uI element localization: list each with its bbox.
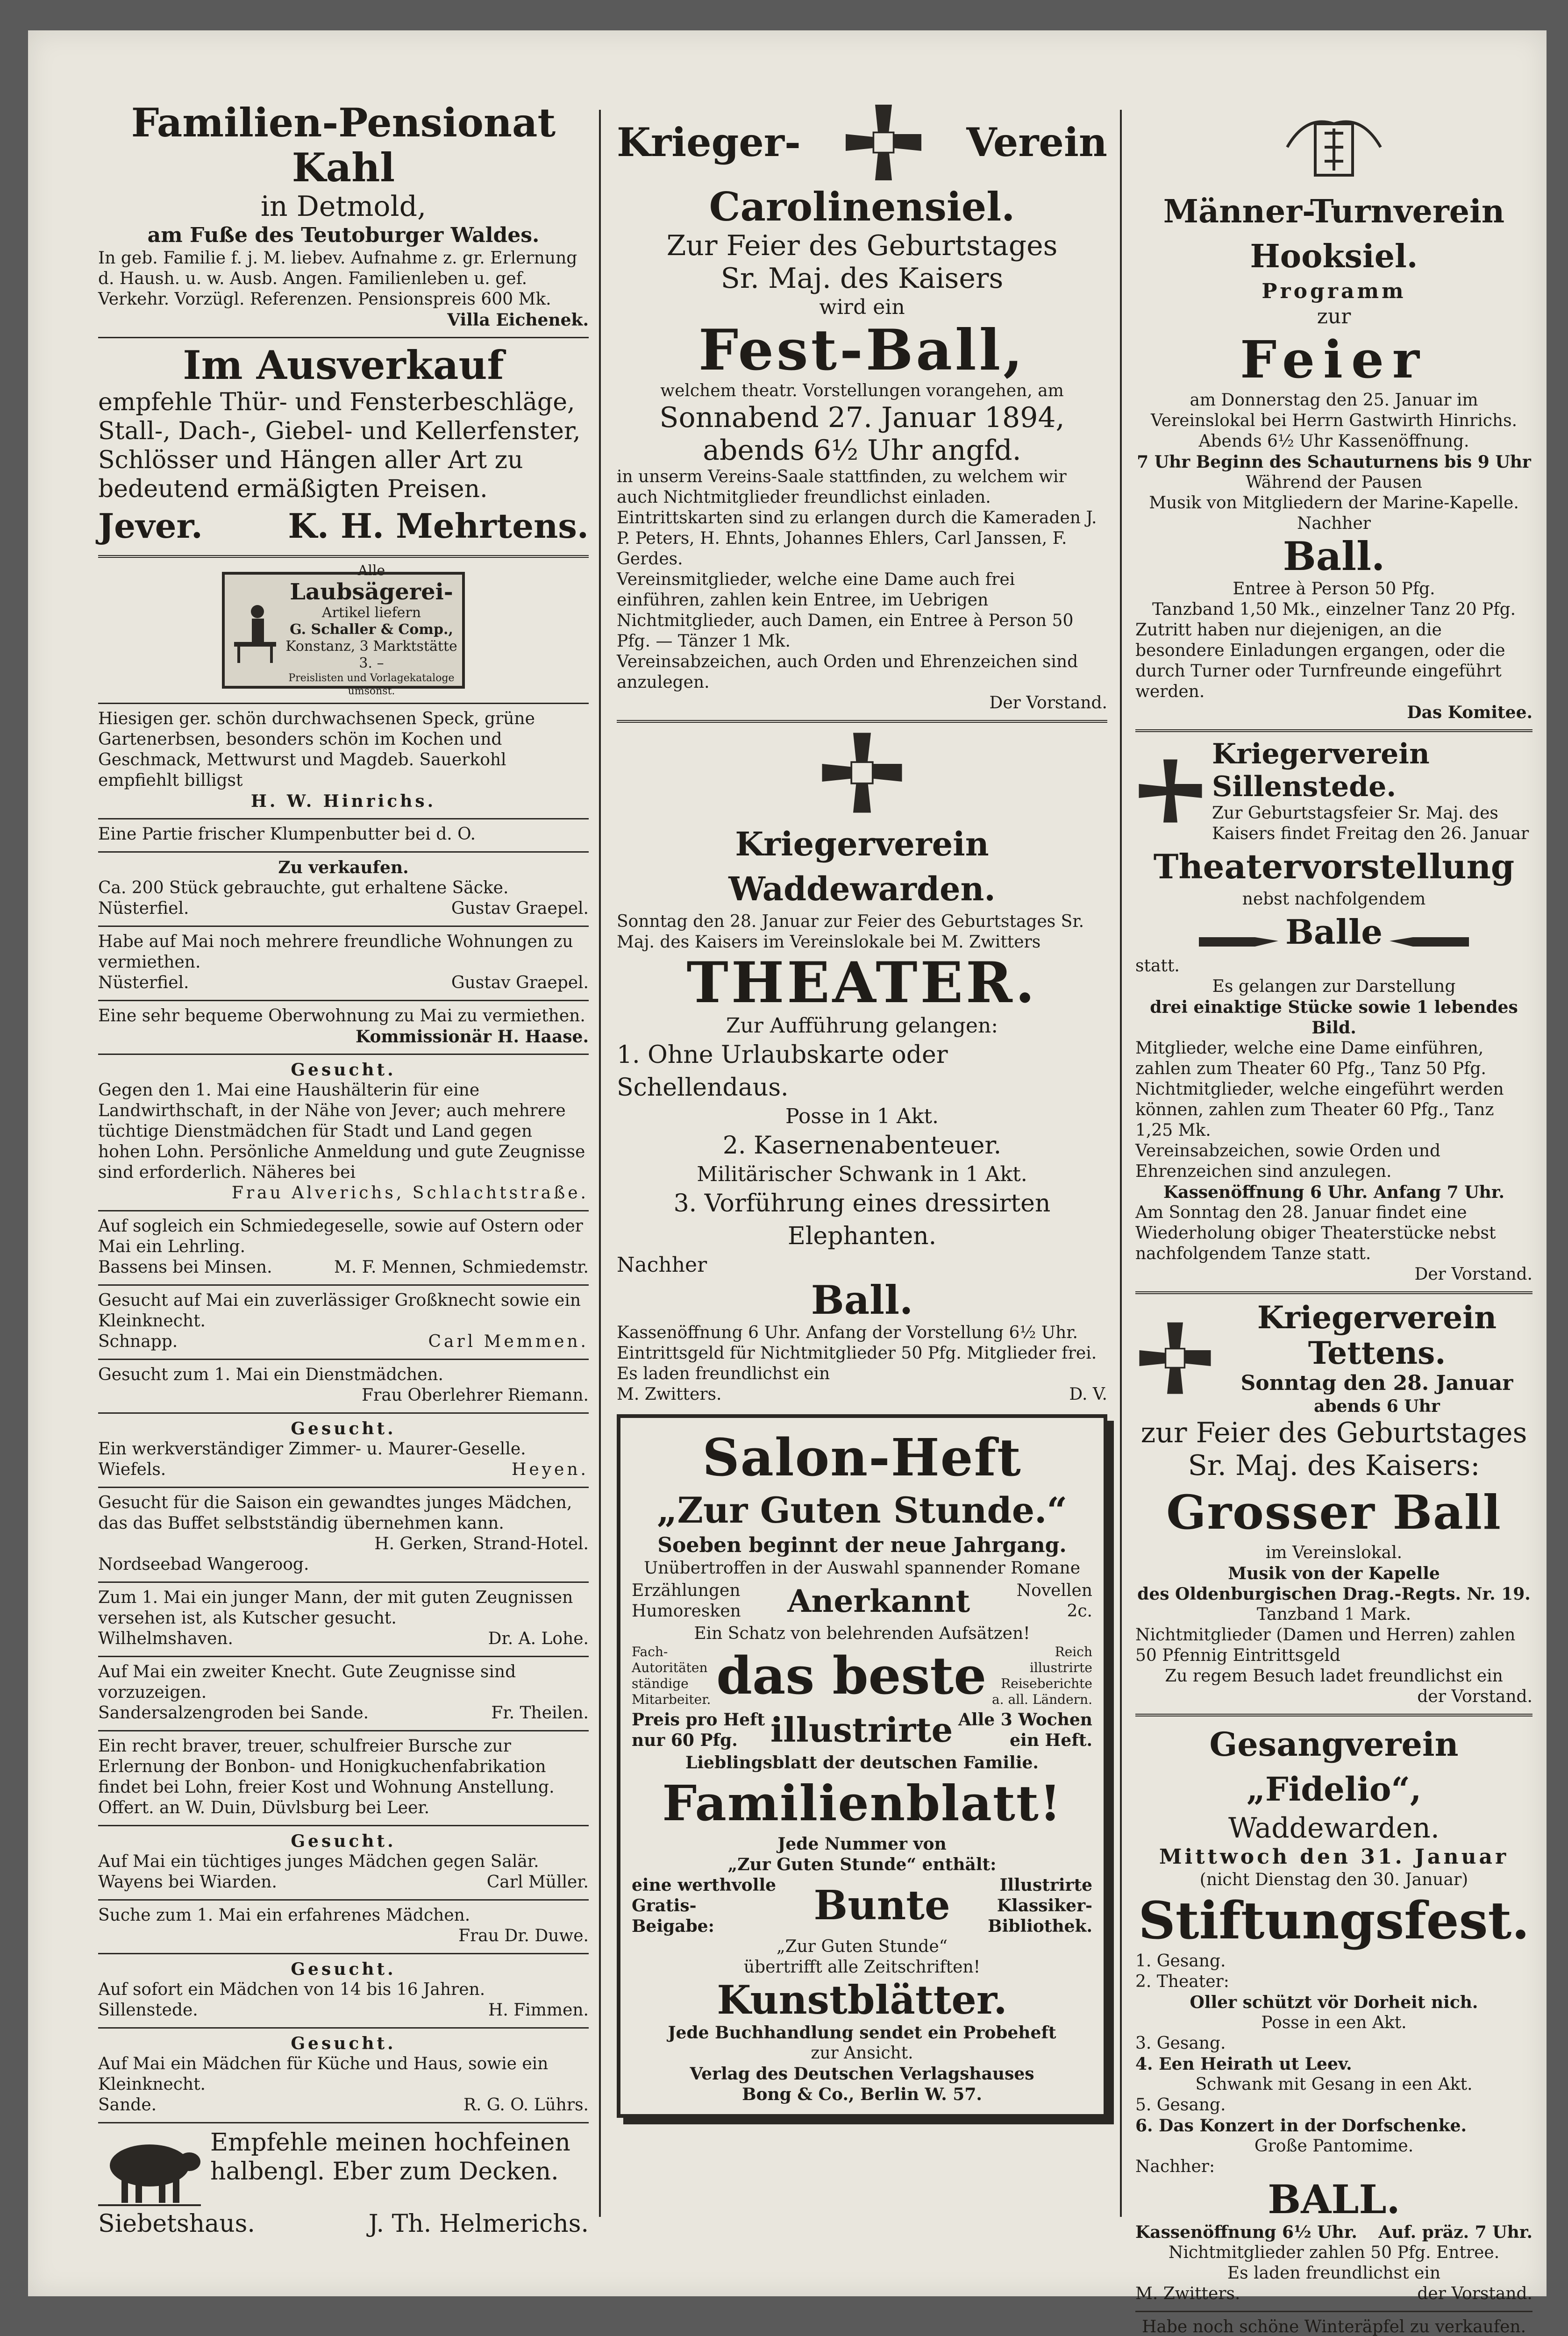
column-rule <box>599 110 601 2217</box>
ad-kriegerverein-carolinensiel: Krieger- Verein Carolinensiel. Zur Feier des Geburtstages Sr. Maj. des Kaisers wird ein Fest-Ball, welchem theatr. Vorstellungen vorangehen, am Sonnabend 27. Januar 1894, abends 6½ Uhr angfd. in unserm Vereins-Saale stattfinden, zu welchem wir auch Nichtmitglieder freundlichst einladen. Eintrittskarten sind zu erlangen durch die Kameraden J. P. Peters, H. Ehnts, Johannes Ehlers, Carl Janssen, F. Gerdes. Vereinsmitglieder, welche eine Dame auch frei einführen, zahlen kein Entree, im Uebrigen Nichtmitglieder, auch Damen, ein Entree à Person 50 Pfg. — Tänzer 1 Mk. Vereinsabzeichen, auch Orden und Ehrenzeichen sind anzulegen. Der Vorstand. <box>617 100 1107 713</box>
ad-laubsaegerei: Alle Laubsägerei- Artikel liefern G. Schaller & Comp., Konstanz, 3 Marktstätte 3. – Preislisten und Vorlagekataloge umsonst. <box>222 572 465 689</box>
ad-title: Familien-Pensionat Kahl <box>98 100 589 190</box>
turner-emblem-icon <box>1278 105 1390 185</box>
ad-pensionat-kahl: Familien-Pensionat Kahl in Detmold, am Fuße des Teutoburger Waldes. In geb. Familie f. j. M. liebev. Aufnahme z. gr. Erlernung d. Haush. u. w. Ausb. Angen. Familienleben u. gef. Verkehr. Vorzügl. Referenzen. Pensionspreis 600 Mk. Villa Eichenek. <box>98 100 589 330</box>
ad-speck: Hiesigen ger. schön durchwachsenen Speck, grüne Gartenerbsen, besonders schön im Kochen und Geschmack, Mettwurst und Magdeb. Sauerkohl empfiehlt billigst H. W. Hinrichs. <box>98 709 589 812</box>
pointing-hand-icon <box>1385 928 1469 956</box>
pointing-hand-icon <box>1199 928 1283 956</box>
iron-cross-icon <box>1135 756 1205 826</box>
ad-grossknecht: Gesucht auf Mai ein zuverlässiger Großknecht sowie ein Kleinknecht. Schnapp. Carl Memmen. <box>98 1290 589 1352</box>
ad-eber: Empfehle meinen hochfeinen halbengl. Eber zum Decken. Siebetshaus. J. Th. Helmerichs. <box>98 2128 589 2240</box>
column-rule <box>1120 110 1122 2217</box>
ad-knecht: Auf Mai ein zweiter Knecht. Gute Zeugnisse sind vorzuzeigen. Sandersalzengroden bei Sande. Fr. Theilen. <box>98 1662 589 1724</box>
ad-kutscher: Zum 1. Mai ein junger Mann, der mit guten Zeugnissen versehen ist, als Kutscher gesucht. Wilhelmshaven. Dr. A. Lohe. <box>98 1588 589 1649</box>
column-left <box>98 100 589 2236</box>
newspaper-page <box>28 30 1547 2296</box>
ad-winteraepfel: Habe noch schöne Winteräpfel zu verkaufen. <box>1135 2317 1532 2336</box>
ad-gesucht-kueche: Gesucht. Auf Mai ein Mädchen für Küche und Haus, sowie ein Kleinknecht. Sande. R. G. O. Lührs. <box>98 2033 589 2115</box>
ad-erfahrenes-maedchen: Suche zum 1. Mai ein erfahrenes Mädchen. Frau Dr. Duwe. <box>98 1905 589 1946</box>
ad-salon-heft: Salon-Heft „Zur Guten Stunde.“ Soeben beginnt der neue Jahrgang. Unübertroffen in der Auswahl spannender Romane Erzählungen Humoresken Anerkannt Novellen 2c. Ein Schatz von belehrenden Aufsätzen! Fach- Autoritäten ständige Mitarbeiter. das beste Reich illustrirte Reiseberichte a. all. Ländern. Preis pro Heft nur 60 Pfg. illustrirte Alle 3 Wochen ein Heft. Lieblingsblatt der deutschen Familie. Familienblatt! Jede Nummer von „Zur Guten Stunde“ enthält: eine werthvolle Gratis- Beigabe: Bunte Illustrirte Klassiker- Bibliothek. „Zur Guten Stunde“ übertrifft alle Zeitschriften! Kunstblätter. Jede Buchhandlung sendet ein Probeheft zur Ansicht. Verlag des Deutschen Verlagshauses Bong & Co., Berlin W. 57. <box>617 1414 1107 2118</box>
ad-maenner-turnverein: Männer-Turnverein Hooksiel. Programm zur Feier am Donnerstag den 25. Januar im Vereinslokal bei Herrn Gastwirth Hinrichs. Abends 6½ Uhr Kassenöffnung. 7 Uhr Beginn des Schauturnens bis 9 Uhr Während der Pausen Musik von Mitgliedern der Marine-Kapelle. Nachher Ball. Entree à Person 50 Pfg. Tanzband 1,50 Mk., einzelner Tanz 20 Pfg. Zutritt haben nur diejenigen, an die besondere Einladungen ergangen, oder die durch Turner oder Turnfreunde eingeführt werden. Das Komitee. <box>1135 105 1532 723</box>
ad-verkaufen: Zu verkaufen. Ca. 200 Stück gebrauchte, gut erhaltene Säcke. Nüsterfiel. Gustav Graepel. <box>98 857 589 919</box>
iron-cross-icon <box>818 728 906 817</box>
ad-gesucht-geselle: Gesucht. Ein werkverständiger Zimmer- u. Maurer-Geselle. Wiefels. Heyen. <box>98 1418 589 1480</box>
saw-worker-icon <box>229 595 285 665</box>
column-right <box>1135 100 1532 2236</box>
ad-dienstmaedchen: Gesucht zum 1. Mai ein Dienstmädchen. Frau Oberlehrer Riemann. <box>98 1365 589 1406</box>
ad-kriegerverein-sillenstede: Kriegerverein Sillenstede. Zur Geburtstagsfeier Sr. Maj. des Kaisers findet Freitag den 26. Januar Theatervorstellung nebst nachfolgendem Balle statt. Es gelangen zur Darstellung drei einaktige Stücke sowie 1 lebendes Bild. Mitglieder, welche eine Dame einführen, zahlen zum Theater 60 Pfg., Tanz 50 Pfg. Nichtmitglieder, welche eingeführt werden können, zahlen zum Theater 60 Pfg., Tanz 1,25 Mk. Vereinsabzeichen, sowie Orden und Ehrenzeichen sind anzulegen. Kassenöffnung 6 Uhr. Anfang 7 Uhr. Am Sonntag den 28. Januar findet eine Wiederholung obiger Theaterstücke nebst nachfolgendem Tanze statt. Der Vorstand. <box>1135 738 1532 1285</box>
ad-wohnungen: Habe auf Mai noch mehrere freundliche Wohnungen zu vermiethen. Nüsterfiel. Gustav Graepel. <box>98 932 589 993</box>
ad-gesangverein-fidelio: Gesangverein „Fidelio“, Waddewarden. Mittwoch den 31. Januar (nicht Dienstag den 30. Januar) Stiftungsfest. 1. Gesang. 2. Theater: Oller schützt vör Dorheit nich. Posse in een Akt. 3. Gesang. 4. Een Heirath ut Leev. Schwank mit Gesang in een Akt. 5. Gesang. 6. Das Konzert in der Dorfschenke. Große Pantomime. Nachher: BALL. Kassenöffnung 6½ Uhr. Auf. präz. 7 Uhr. Nichtmitglieder zahlen 50 Pfg. Entree. Es laden freundlichst ein M. Zwitters. der Vorstand. <box>1135 1722 1532 2304</box>
ad-saison: Gesucht für die Saison ein gewandtes junges Mädchen, das das Buffet selbstständig übernehmen kann. H. Gerken, Strand-Hotel. Nordseebad Wangeroog. <box>98 1493 589 1575</box>
ad-ausverkauf: Im Ausverkauf empfehle Thür- und Fensterbeschläge, Stall-, Dach-, Giebel- und Kellerfenster, Schlösser und Hängen aller Art zu bedeutend ermäßigten Preisen. Jever. K. H. Mehrtens. <box>98 343 589 548</box>
ad-butter: Eine Partie frischer Klumpenbutter bei d. O. <box>98 824 589 845</box>
iron-cross-icon <box>1135 1318 1215 1398</box>
ad-schmiedegeselle: Auf sogleich ein Schmiedegeselle, sowie auf Ostern oder Mai ein Lehrling. Bassens bei Minsen. M. F. Mennen, Schmiedemstr. <box>98 1216 589 1278</box>
ad-gesucht-sofort: Gesucht. Auf sofort ein Mädchen von 14 bis 16 Jahren. Sillenstede. H. Fimmen. <box>98 1959 589 2021</box>
ad-gesucht-haushaelterin: Gesucht. Gegen den 1. Mai eine Haushälterin für eine Landwirthschaft, in der Nähe von Jever; auch mehrere tüchtige Dienstmädchen für Stadt und Land gegen hohen Lohn. Persönliche Anmeldung und gute Zeugnisse sind erforderlich. Näheres bei Frau Alverichs, Schlachtstraße. <box>98 1060 589 1204</box>
pig-icon <box>98 2128 201 2208</box>
ad-kriegerverein-waddewarden: Kriegerverein Waddewarden. Sonntag den 28. Januar zur Feier des Geburtstages Sr. Maj. des Kaisers im Vereinslokale bei M. Zwitters THEATER. Zur Aufführung gelangen: 1. Ohne Urlaubskarte oder Schellendaus. Posse in 1 Akt. 2. Kasernenabenteuer. Militärischer Schwank in 1 Akt. 3. Vorführung eines dressirten Elephanten. Nachher Ball. Kassenöffnung 6 Uhr. Anfang der Vorstellung 6½ Uhr. Eintrittsgeld für Nichtmitglieder 50 Pfg. Mitglieder frei. Es laden freundlichst ein M. Zwitters. D. V. <box>617 728 1107 1405</box>
ad-gesucht-maedchen: Gesucht. Auf Mai ein tüchtiges junges Mädchen gegen Salär. Wayens bei Wiarden. Carl Müller. <box>98 1831 589 1893</box>
ad-kriegerverein-tettens: Kriegerverein Tettens. Sonntag den 28. Januar abends 6 Uhr zur Feier des Geburtstages Sr. Maj. des Kaisers: Grosser Ball im Vereinslokal. Musik von der Kapelle des Oldenburgischen Drag.-Regts. Nr. 19. Tanzband 1 Mark. Nichtmitglieder (Damen und Herren) zahlen 50 Pfennig Eintrittsgeld Zu regem Besuch ladet freundlichst ein der Vorstand. <box>1135 1300 1532 1707</box>
iron-cross-icon <box>841 100 926 185</box>
column-middle <box>617 100 1107 2236</box>
ad-bonbon: Ein recht braver, treuer, schulfreier Bursche zur Erlernung der Bonbon- und Honigkuchenfabrikation findet bei Lohn, freier Kost und Wohnung Anstellung. Offert. an W. Duin, Düvlsburg bei Leer. <box>98 1736 589 1818</box>
ad-oberwohnung: Eine sehr bequeme Oberwohnung zu Mai zu vermiethen. Kommissionär H. Haase. <box>98 1006 589 1047</box>
